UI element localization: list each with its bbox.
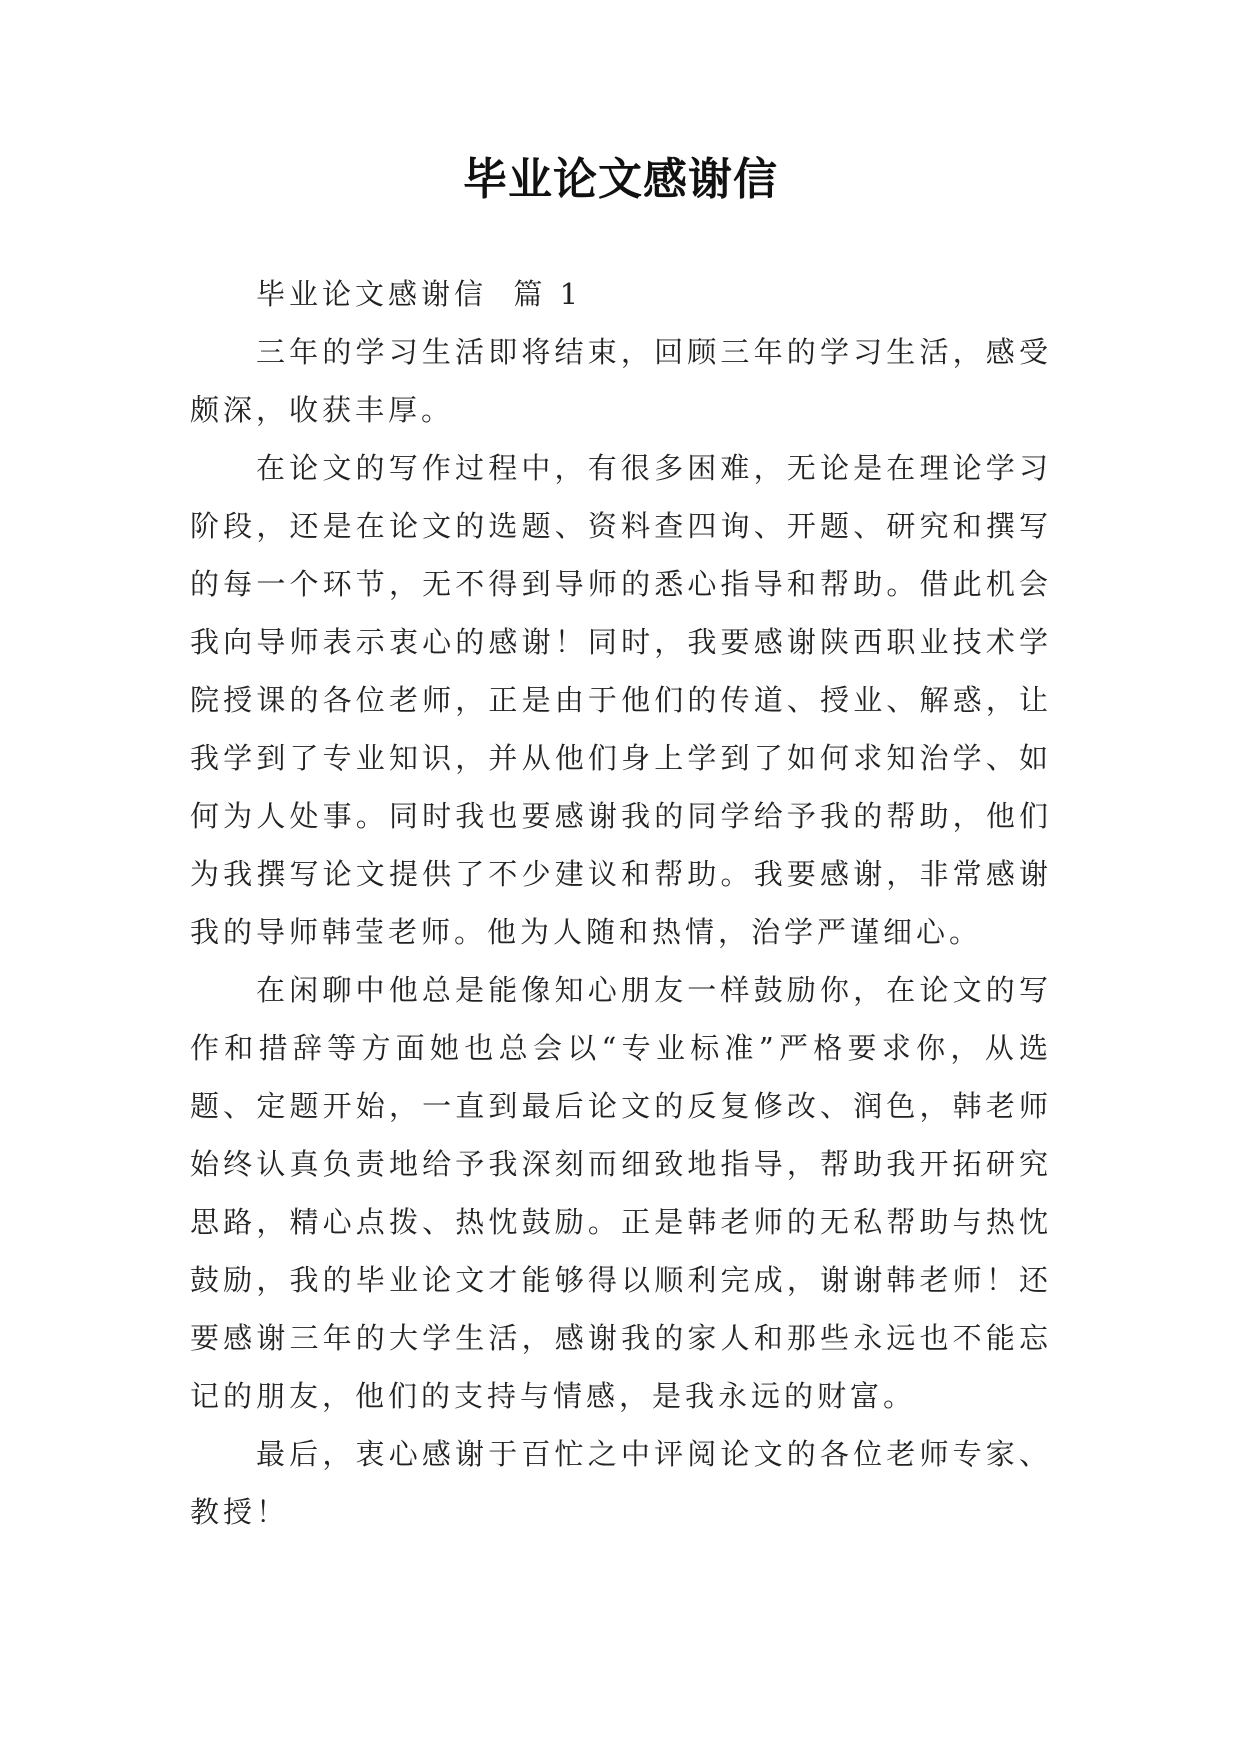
paragraph-1: 三年的学习生活即将结束，回顾三年的学习生活，感受颇深，收获丰厚。 (190, 335, 1052, 427)
document-body (190, 265, 1052, 1541)
paragraph-4: 最后，衷心感谢于百忙之中评阅论文的各位老师专家、教授！ (190, 1437, 1052, 1529)
document-title: 毕业论文感谢信 (463, 154, 778, 205)
paragraph-3: 在闲聊中他总是能像知心朋友一样鼓励你，在论文的写作和措辞等方面她也总会以“专业标准”严格要求你，从选题、定题开始，一直到最后论文的反复修改、润色，韩老师始终认真负责地给予我深刻而细致地指导，帮助我开拓研究思路，精心点拨、热忱鼓励。正是韩老师的无私帮助与热忱鼓励，我的毕业论文才能够得以顺利完成，谢谢韩老师！还要感谢三年的大学生活，感谢我的家人和那些永远也不能忘记的朋友，他们的支持与情感，是我永远的财富。 (190, 973, 1052, 1413)
section-heading: 毕业论文感谢信 篇 1 (256, 277, 583, 311)
paragraph-2: 在论文的写作过程中，有很多困难，无论是在理论学习阶段，还是在论文的选题、资料查四询、开题、研究和撰写的每一个环节，无不得到导师的悉心指导和帮助。借此机会我向导师表示衷心的感谢！同时，我要感谢陕西职业技术学院授课的各位老师，正是由于他们的传道、授业、解惑，让我学到了专业知识，并从他们身上学到了如何求知治学、如何为人处事。同时我也要感谢我的同学给予我的帮助，他们为我撰写论文提供了不少建议和帮助。我要感谢，非常感谢我的导师韩莹老师。他为人随和热情，治学严谨细心。 (190, 451, 1052, 949)
